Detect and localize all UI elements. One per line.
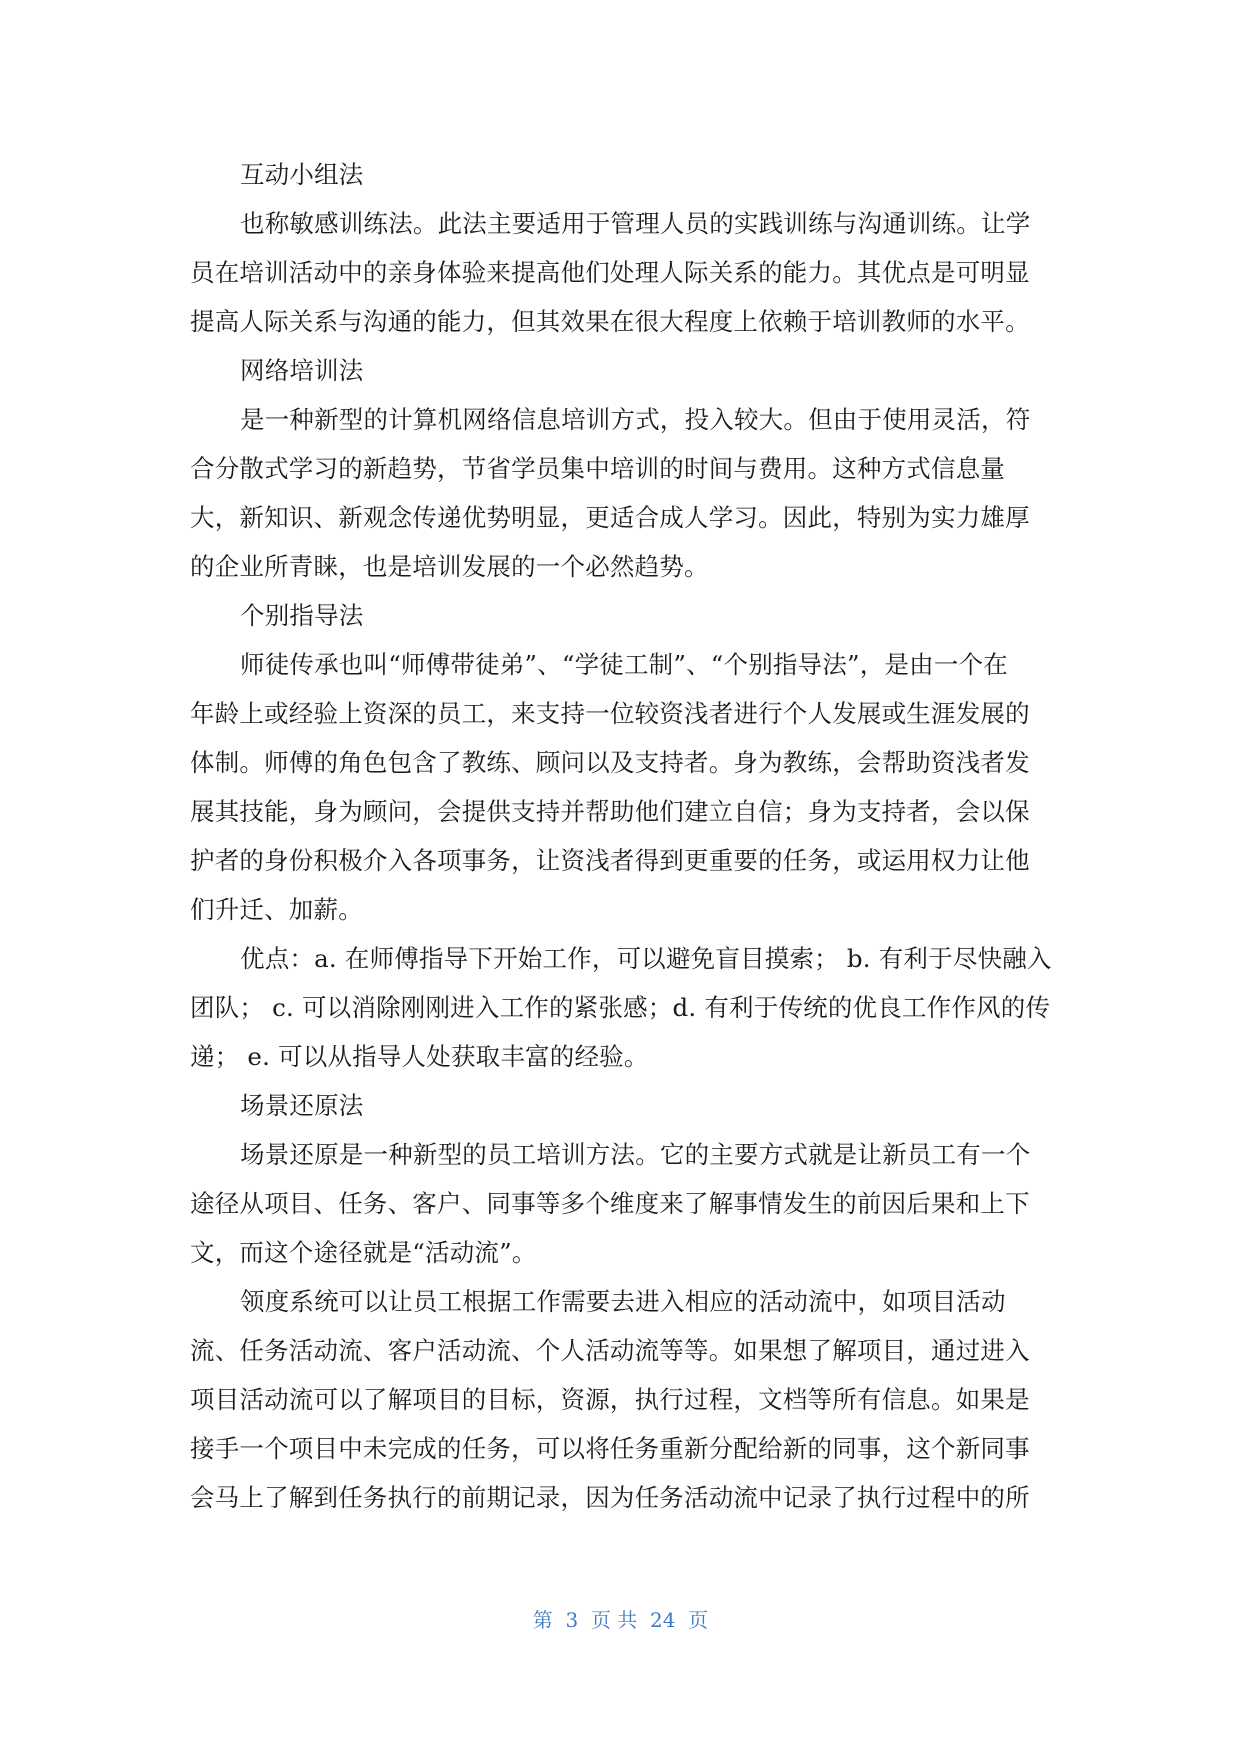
heading-individual-guidance-method: 个别指导法 bbox=[240, 601, 364, 630]
paragraph-line: 大，新知识、新观念传递优势明显，更适合成人学习。因此，特别为实力雄厚 bbox=[190, 503, 1030, 532]
paragraph-line: 员在培训活动中的亲身体验来提高他们处理人际关系的能力。其优点是可明显 bbox=[190, 258, 1030, 287]
paragraph-line: 接手一个项目中未完成的任务，可以将任务重新分配给新的同事，这个新同事 bbox=[190, 1434, 1030, 1463]
paragraph-line: 也称敏感训练法。此法主要适用于管理人员的实践训练与沟通训练。让学 bbox=[240, 209, 1031, 238]
paragraph-line: 师徒传承也叫“师傅带徒弟”、“学徒工制”、“个别指导法”，是由一个在 bbox=[240, 650, 1008, 679]
heading-interactive-group-method: 互动小组法 bbox=[240, 160, 364, 189]
page-number-footer: 第 3 页 共 24 页 bbox=[532, 1608, 709, 1632]
paragraph-line: 体制。师傅的角色包含了教练、顾问以及支持者。身为教练，会帮助资浅者发 bbox=[190, 748, 1030, 777]
heading-scenario-restoration-method: 场景还原法 bbox=[240, 1091, 364, 1120]
paragraph-line: 流、任务活动流、客户活动流、个人活动流等等。如果想了解项目，通过进入 bbox=[190, 1336, 1030, 1365]
paragraph-line: 场景还原是一种新型的员工培训方法。它的主要方式就是让新员工有一个 bbox=[240, 1140, 1031, 1169]
paragraph-line: 会马上了解到任务执行的前期记录，因为任务活动流中记录了执行过程中的所 bbox=[190, 1483, 1030, 1512]
paragraph-line: 提高人际关系与沟通的能力，但其效果在很大程度上依赖于培训教师的水平。 bbox=[190, 307, 1030, 336]
paragraph-line: 项目活动流可以了解项目的目标，资源，执行过程，文档等所有信息。如果是 bbox=[190, 1385, 1030, 1414]
paragraph-line: 护者的身份积极介入各项事务，让资浅者得到更重要的任务，或运用权力让他 bbox=[190, 846, 1030, 875]
paragraph-line: 领度系统可以让员工根据工作需要去进入相应的活动流中，如项目活动 bbox=[240, 1287, 1006, 1316]
paragraph-line: 们升迁、加薪。 bbox=[190, 895, 363, 924]
paragraph-line: 展其技能，身为顾问，会提供支持并帮助他们建立自信；身为支持者，会以保 bbox=[190, 797, 1030, 826]
paragraph-line: 年龄上或经验上资深的员工，来支持一位较资浅者进行个人发展或生涯发展的 bbox=[190, 699, 1030, 728]
paragraph-line: 合分散式学习的新趋势，节省学员集中培训的时间与费用。这种方式信息量 bbox=[190, 454, 1006, 483]
paragraph-line: 文，而这个途径就是“活动流”。 bbox=[190, 1238, 537, 1267]
advantages-line: 团队； c. 可以消除刚刚进入工作的紧张感；d. 有利于传统的优良工作作风的传 bbox=[190, 993, 1051, 1022]
advantages-line: 递； e. 可以从指导人处获取丰富的经验。 bbox=[190, 1042, 649, 1071]
paragraph-line: 是一种新型的计算机网络信息培训方式，投入较大。但由于使用灵活，符 bbox=[240, 405, 1031, 434]
paragraph-line: 的企业所青睐，也是培训发展的一个必然趋势。 bbox=[190, 552, 709, 581]
paragraph-line: 途径从项目、任务、客户、同事等多个维度来了解事情发生的前因后果和上下 bbox=[190, 1189, 1030, 1218]
heading-online-training-method: 网络培训法 bbox=[240, 356, 364, 385]
advantages-line: 优点：a. 在师傅指导下开始工作，可以避免盲目摸索； b. 有利于尽快融入 bbox=[240, 944, 1052, 973]
